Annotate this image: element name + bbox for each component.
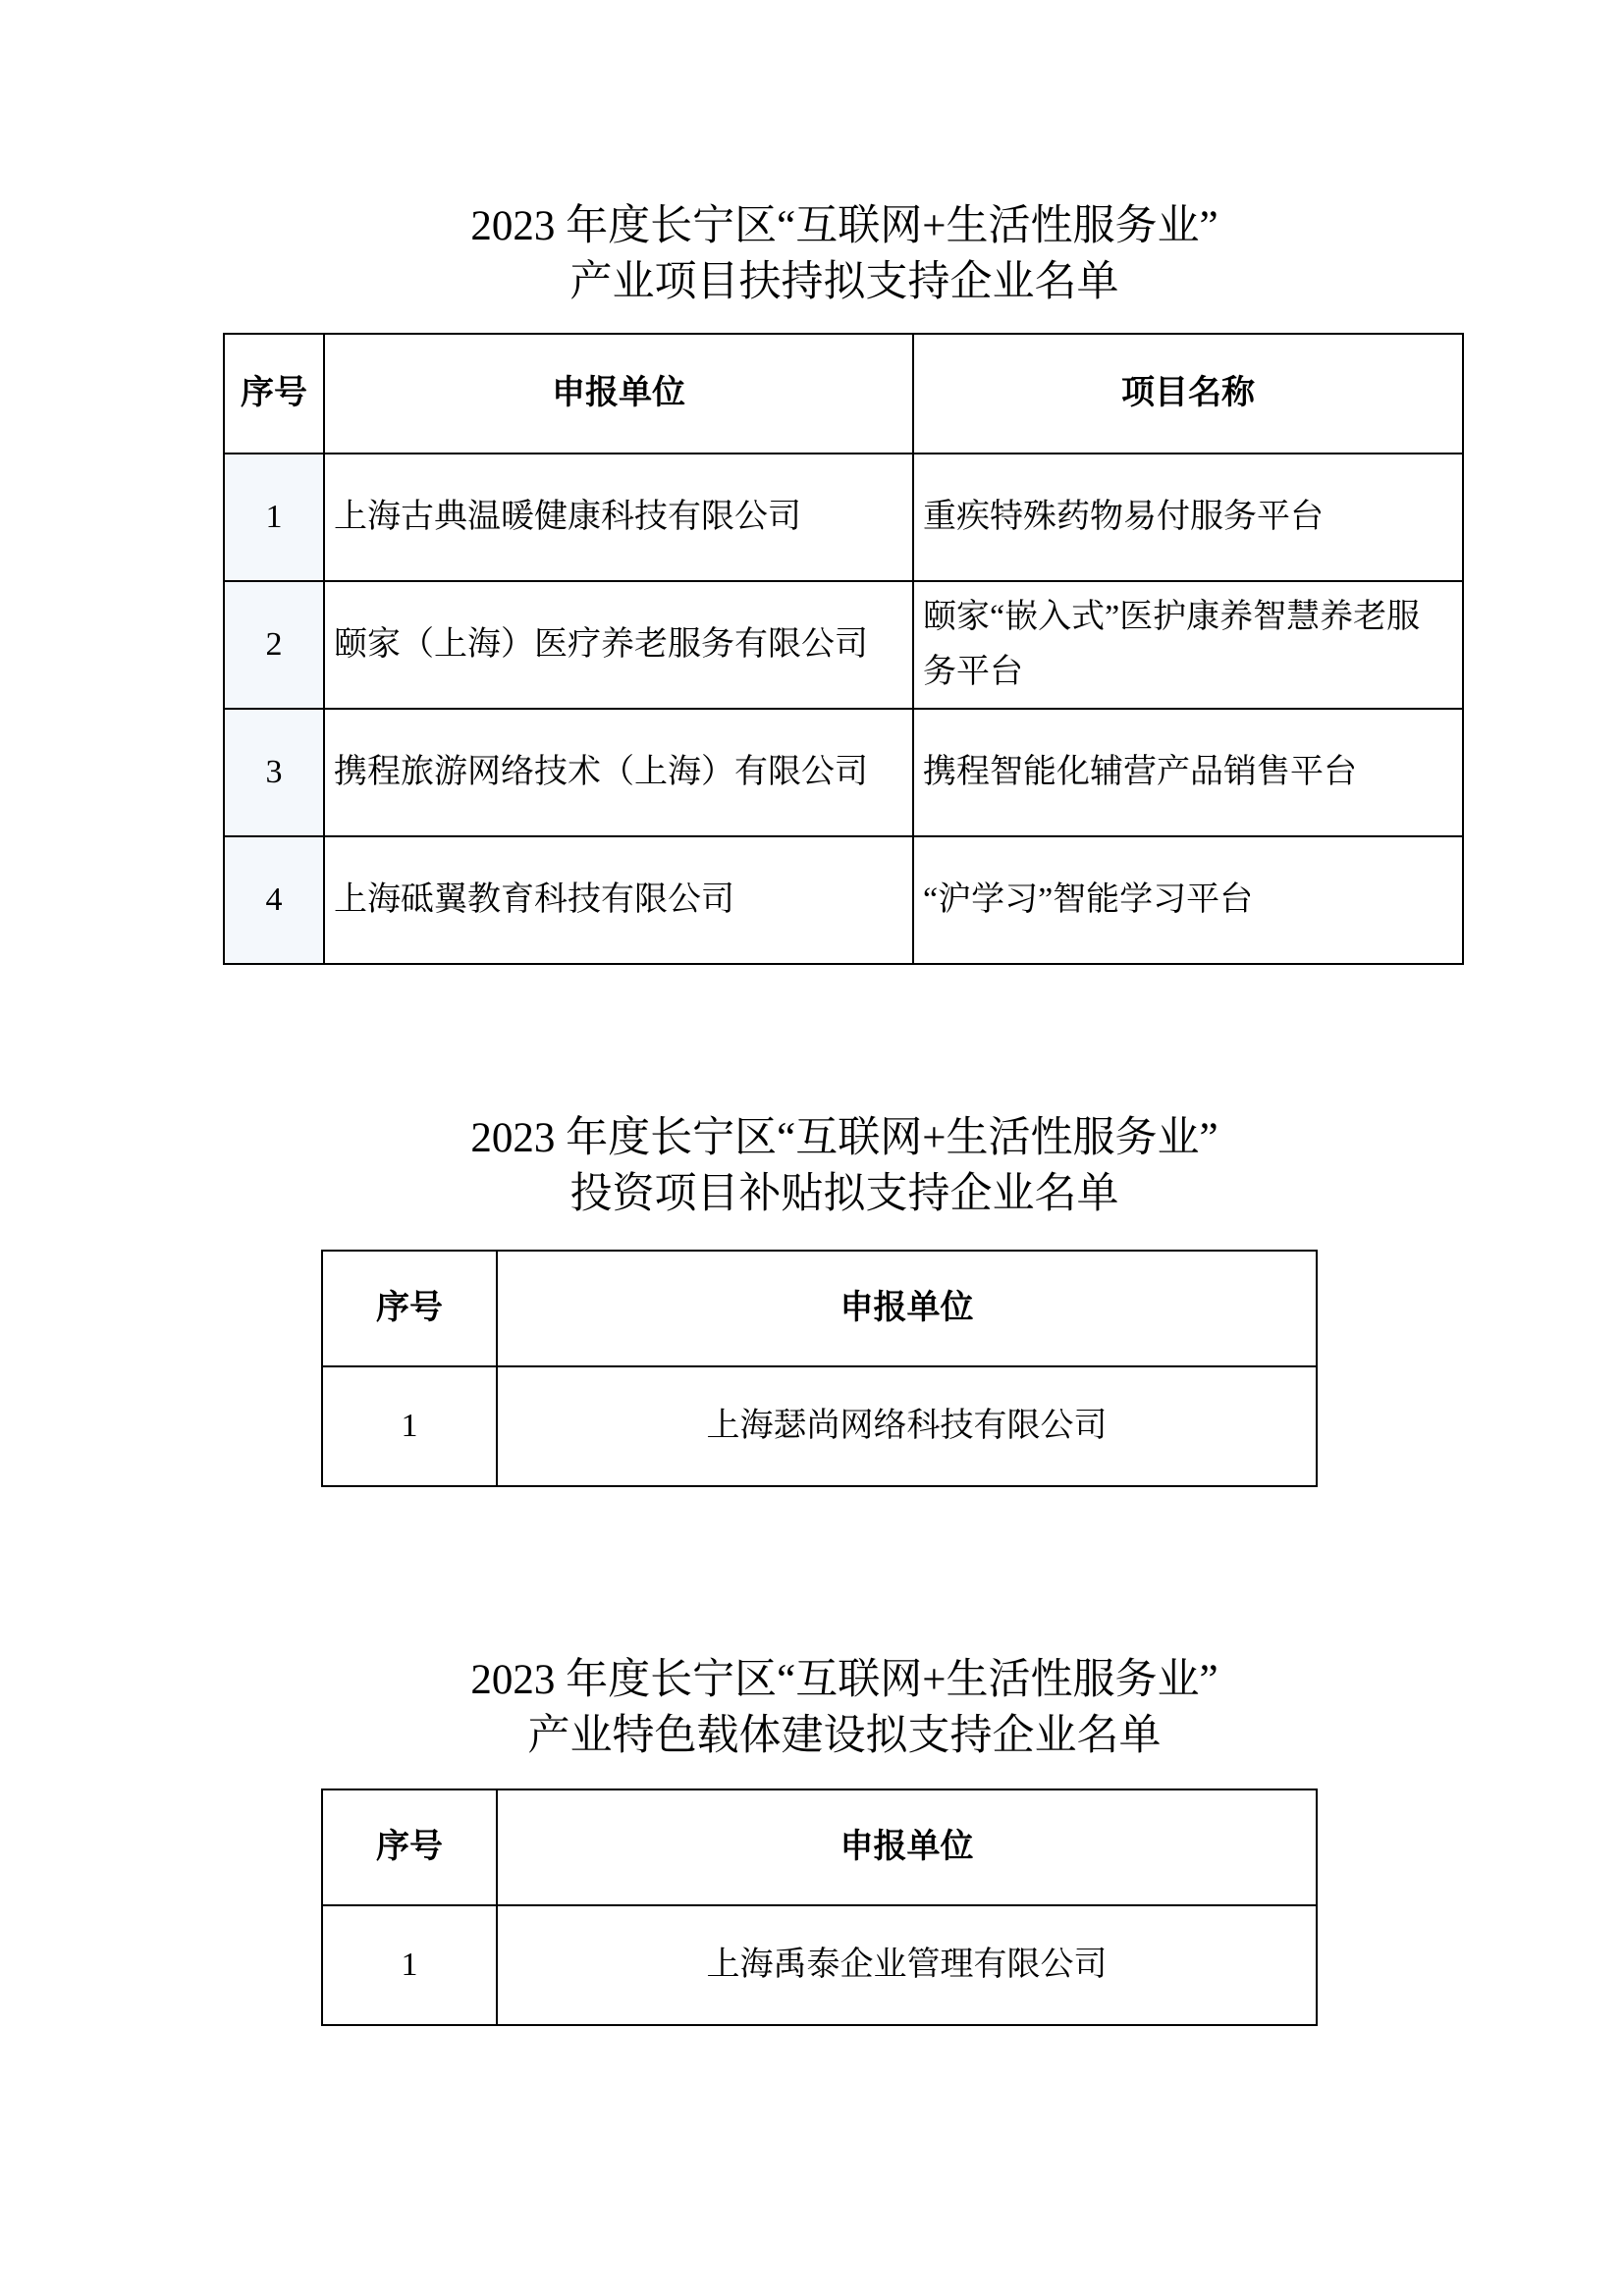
table1-header-row <box>224 334 1463 454</box>
table1-header-project: 项目名称 <box>913 334 1463 454</box>
section2-title <box>65 1110 1624 1222</box>
project-cell: 重疾特殊药物易付服务平台 <box>913 454 1463 581</box>
table1-row <box>224 581 1463 709</box>
company-cell: 上海砥翼教育科技有限公司 <box>324 836 913 964</box>
section1-title-line1: 2023 年度长宁区“互联网+生活性服务业” <box>470 203 1218 249</box>
carrier-construction-table <box>321 1789 1318 2026</box>
project-cell: 携程智能化辅营产品销售平台 <box>913 709 1463 836</box>
investment-subsidy-table <box>321 1250 1318 1487</box>
table3-header-seq: 序号 <box>322 1789 497 1905</box>
company-cell: 上海禹泰企业管理有限公司 <box>497 1905 1317 2025</box>
table3-header-company: 申报单位 <box>497 1789 1317 1905</box>
seq-cell: 4 <box>224 836 324 964</box>
section3-title-line1: 2023 年度长宁区“互联网+生活性服务业” <box>470 1657 1218 1703</box>
table3-row <box>322 1905 1317 2025</box>
table1-row <box>224 836 1463 964</box>
company-cell: 上海瑟尚网络科技有限公司 <box>497 1366 1317 1486</box>
seq-cell: 1 <box>224 454 324 581</box>
table2-header-seq: 序号 <box>322 1251 497 1366</box>
company-cell: 颐家（上海）医疗养老服务有限公司 <box>324 581 913 709</box>
table1-row <box>224 709 1463 836</box>
company-cell: 携程旅游网络技术（上海）有限公司 <box>324 709 913 836</box>
seq-cell: 2 <box>224 581 324 709</box>
industry-project-support-table <box>223 333 1464 965</box>
table3-header-row <box>322 1789 1317 1905</box>
section3-title-line2: 产业特色载体建设拟支持企业名单 <box>527 1713 1162 1759</box>
table1-header-company: 申报单位 <box>324 334 913 454</box>
table2-header-company: 申报单位 <box>497 1251 1317 1366</box>
section1-title-line2: 产业项目扶持拟支持企业名单 <box>569 259 1119 305</box>
project-cell: 颐家“嵌入式”医护康养智慧养老服务平台 <box>913 581 1463 709</box>
section2-title-line1: 2023 年度长宁区“互联网+生活性服务业” <box>470 1115 1218 1161</box>
seq-cell: 3 <box>224 709 324 836</box>
company-cell: 上海古典温暖健康科技有限公司 <box>324 454 913 581</box>
section2-title-line2: 投资项目补贴拟支持企业名单 <box>569 1171 1119 1217</box>
seq-cell: 1 <box>322 1905 497 2025</box>
project-cell: “沪学习”智能学习平台 <box>913 836 1463 964</box>
section1-title <box>65 198 1624 310</box>
section3-title <box>65 1652 1624 1764</box>
table1-header-seq: 序号 <box>224 334 324 454</box>
table1-row <box>224 454 1463 581</box>
seq-cell: 1 <box>322 1366 497 1486</box>
table2-header-row <box>322 1251 1317 1366</box>
table2-row <box>322 1366 1317 1486</box>
